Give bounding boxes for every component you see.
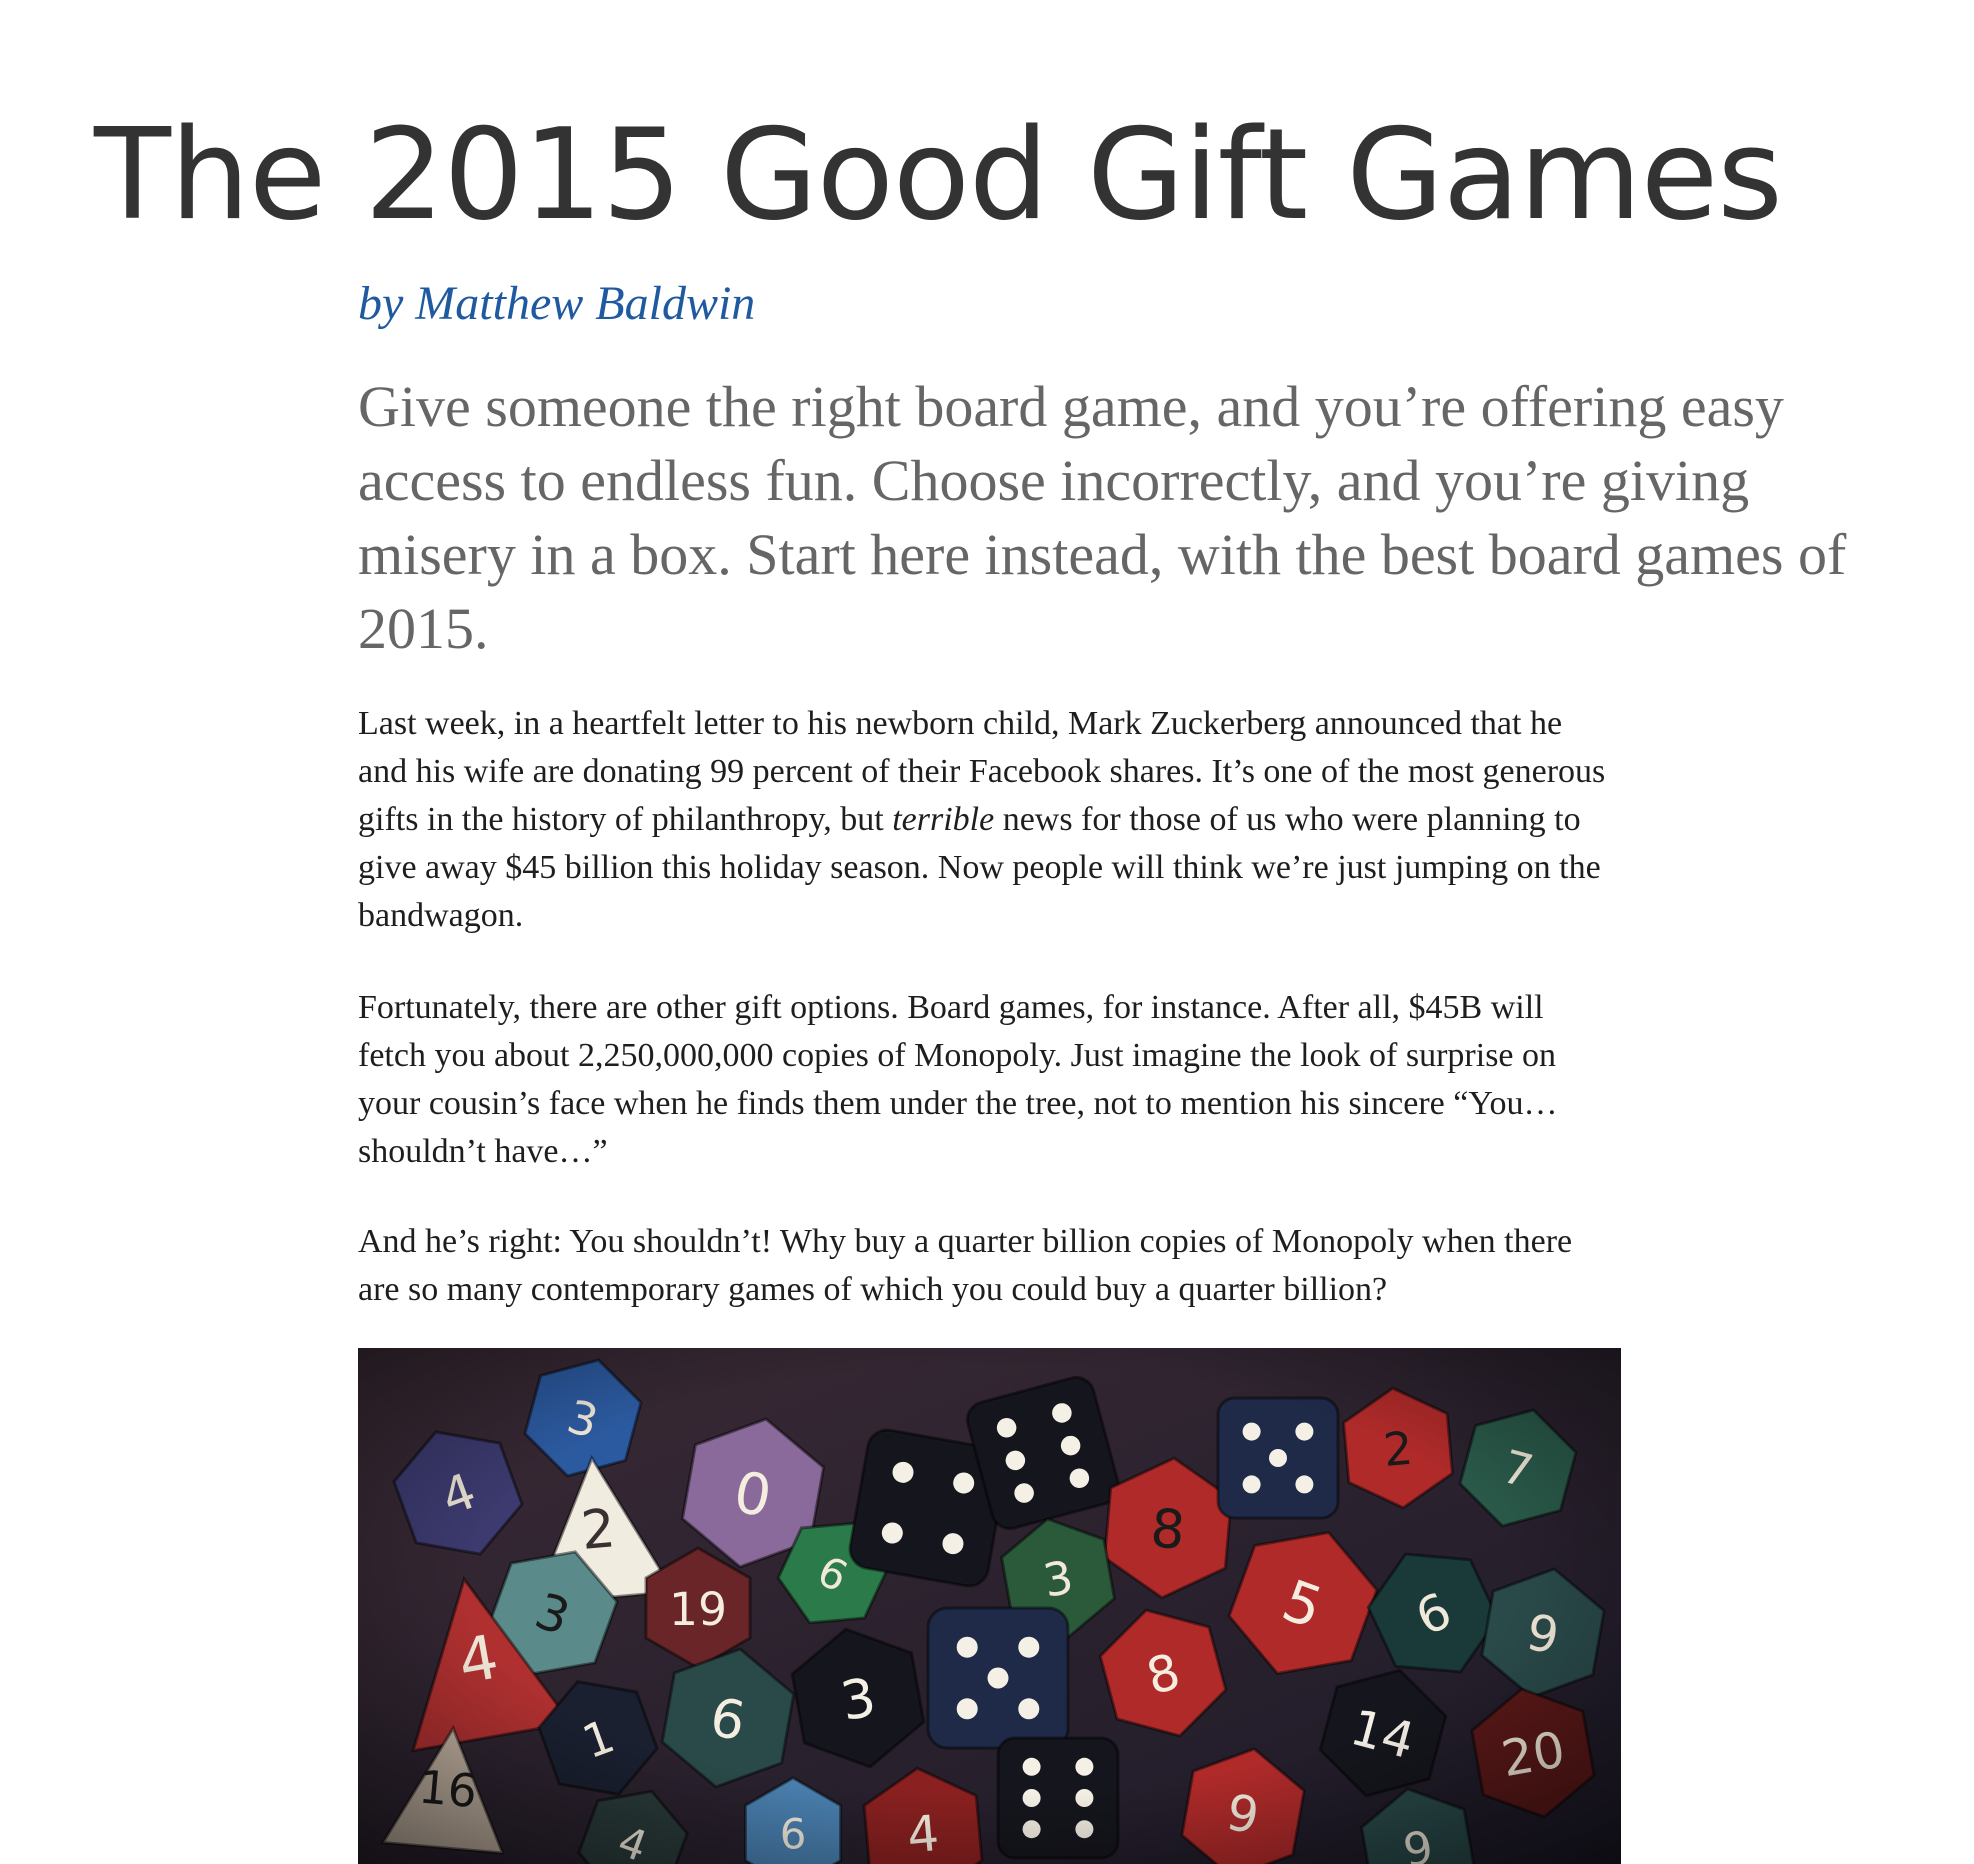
paragraph-text: news for those of us who were planning to give away $45 billion this holiday season. Now people will think we’re just jumping on the bandwagon.: [358, 801, 1601, 934]
dice-illustration: [358, 1348, 1621, 1864]
emphasis-text: terrible: [892, 801, 995, 838]
author-byline[interactable]: by Matthew Baldwin: [358, 277, 756, 330]
article-title: The 2015 Good Gift Games: [94, 101, 1782, 248]
paragraph-text: Last week, in a heartfelt letter to his newborn child, Mark Zuckerberg announced that he and his wife are donating 99 percent of their Facebook shares. It’s one of the most generous gifts in the history of philanthropy, but: [358, 705, 1606, 838]
body-paragraph-1: [358, 700, 1618, 940]
dice-photo: [358, 1348, 1621, 1864]
body-paragraph-2: Fortunately, there are other gift options. Board games, for instance. After all, $45B will fetch you about 2,250,000,000 copies of Monopoly. Just imagine the look of surprise on your cousin’s face when he finds them under the tree, not to mention his sincere “You… shouldn’t have…”: [358, 989, 1558, 1170]
body-paragraph-3: And he’s right: You shouldn’t! Why buy a quarter billion copies of Monopoly when there are so many contemporary games of which you could buy a quarter billion?: [358, 1223, 1573, 1308]
article-dek: Give someone the right board game, and you’re offering easy access to endless fun. Choose incorrectly, and you’re giving misery in a box. Start here instead, with the best board games of 2015.: [358, 374, 1847, 661]
